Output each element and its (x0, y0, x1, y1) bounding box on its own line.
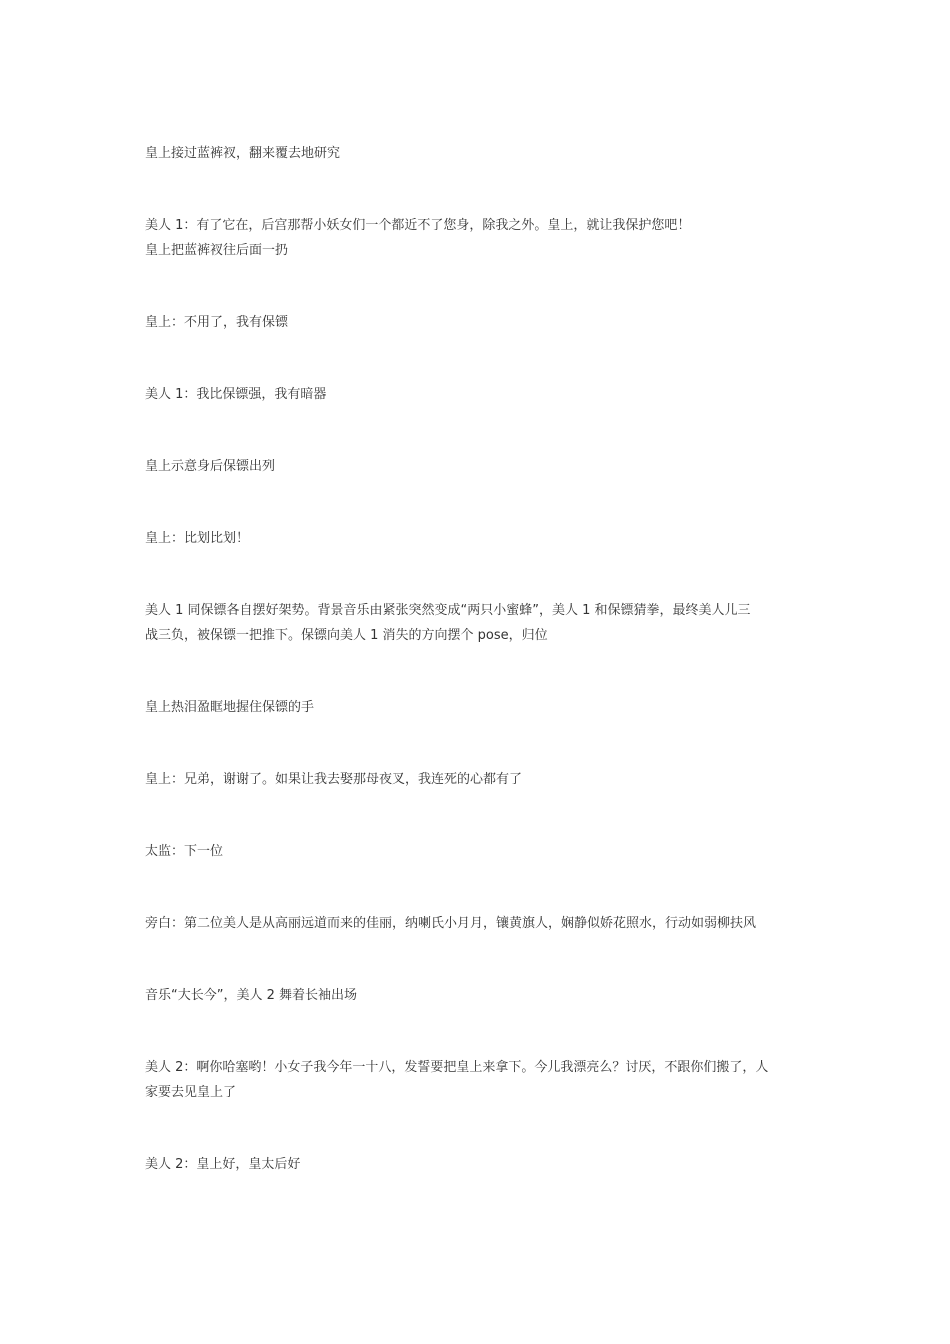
paragraph (145, 983, 815, 1008)
text-line: 美人 2：啊你哈塞哟！小女子我今年一十八，发誓要把皇上来拿下。今儿我漂亮么？讨厌，不跟你们搬了，人 (145, 1060, 769, 1075)
text-line: 皇上热泪盈眶地握住保镖的手 (145, 700, 315, 715)
paragraph (145, 526, 815, 551)
paragraph (145, 213, 815, 263)
text-line: 皇上：比划比划！ (145, 531, 250, 546)
text-line: 战三负，被保镖一把推下。保镖向美人 1 消失的方向摆个 pose，归位 (145, 628, 548, 643)
text-line: 皇上把蓝裤衩往后面一扔 (145, 243, 289, 258)
text-line: 皇上接过蓝裤衩，翻来覆去地研究 (145, 146, 341, 161)
text-line: 美人 1：有了它在，后宫那帮小妖女们一个都近不了您身，除我之外。皇上，就让我保护您吧！ (145, 218, 691, 233)
paragraph (145, 382, 815, 407)
text-line: 音乐“大长今”，美人 2 舞着长袖出场 (145, 988, 358, 1003)
text-line: 家要去见皇上了 (145, 1085, 237, 1100)
paragraph (145, 598, 815, 648)
text-line: 皇上：兄弟，谢谢了。如果让我去娶那母夜叉，我连死的心都有了 (145, 772, 523, 787)
paragraph (145, 141, 815, 166)
paragraph (145, 839, 815, 864)
text-line: 旁白：第二位美人是从高丽远道而来的佳丽，纳喇氏小月月，镶黄旗人，娴静似娇花照水，行动如弱柳扶风 (145, 916, 757, 931)
paragraph (145, 454, 815, 479)
text-line: 皇上：不用了，我有保镖 (145, 315, 289, 330)
text-line: 皇上示意身后保镖出列 (145, 459, 276, 474)
paragraph (145, 767, 815, 792)
paragraph (145, 695, 815, 720)
paragraph (145, 911, 815, 936)
text-line: 美人 1：我比保镖强，我有暗器 (145, 387, 327, 402)
text-line: 太监：下一位 (145, 844, 224, 859)
text-line: 美人 1 同保镖各自摆好架势。背景音乐由紧张突然变成“两只小蜜蜂”，美人 1 和保镖猜拳，最终美人儿三 (145, 603, 751, 618)
paragraph (145, 1152, 815, 1177)
paragraph (145, 310, 815, 335)
paragraph (145, 1055, 815, 1105)
text-line: 美人 2：皇上好，皇太后好 (145, 1157, 301, 1172)
